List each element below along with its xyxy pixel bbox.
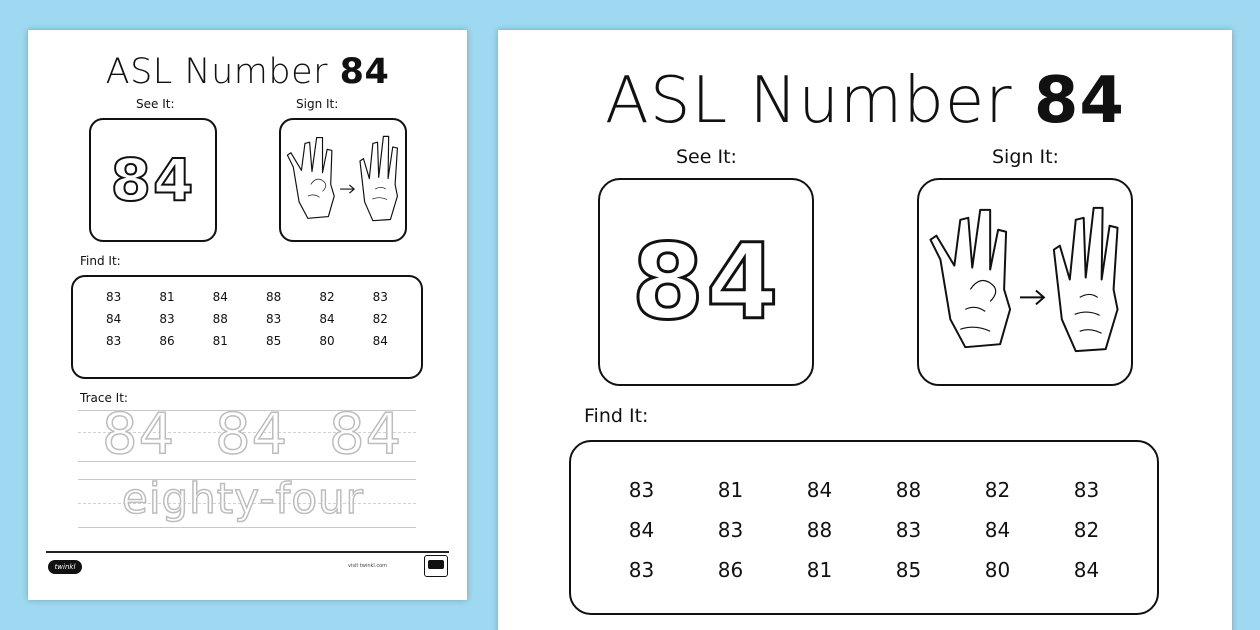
- find-cell[interactable]: 80: [984, 558, 1011, 582]
- find-cell[interactable]: 83: [106, 290, 122, 304]
- see-it-box: [89, 118, 217, 242]
- arrow-right-icon: [340, 185, 354, 193]
- find-cell[interactable]: 86: [159, 334, 175, 348]
- hand-8-icon: [287, 138, 334, 219]
- find-cell[interactable]: 88: [806, 518, 833, 542]
- find-cell[interactable]: 81: [212, 334, 228, 348]
- find-cell[interactable]: 82: [1073, 518, 1100, 542]
- find-cell[interactable]: 85: [895, 558, 922, 582]
- see-it-label: See It:: [676, 146, 737, 168]
- find-it-grid: [87, 290, 407, 348]
- see-it-number: 84: [110, 146, 196, 214]
- trace-number: 84: [329, 402, 403, 467]
- footer-url: visit twinkl.com: [348, 563, 388, 569]
- trace-number: 84: [102, 402, 176, 467]
- hand-8-icon: [930, 210, 1010, 347]
- asl-84-hands-illustration: [919, 180, 1131, 384]
- sign-it-label: Sign It:: [296, 97, 339, 111]
- trace-word: eighty-four: [122, 474, 364, 523]
- find-cell[interactable]: 83: [372, 290, 388, 304]
- find-it-label: Find It:: [80, 254, 121, 268]
- find-cell[interactable]: 84: [984, 518, 1011, 542]
- find-cell[interactable]: 86: [717, 558, 744, 582]
- hand-4-icon: [360, 136, 397, 220]
- find-cell[interactable]: 84: [106, 312, 122, 326]
- footer-divider: [46, 551, 449, 553]
- find-cell[interactable]: 81: [717, 478, 744, 502]
- see-it-number: 84: [631, 221, 781, 343]
- find-cell[interactable]: 83: [106, 334, 122, 348]
- trace-area[interactable]: [78, 402, 416, 550]
- asl-84-hands-illustration: [281, 120, 405, 240]
- page-title: ASL Number 84: [105, 52, 390, 92]
- find-cell[interactable]: 83: [159, 312, 175, 326]
- find-it-box: [569, 440, 1159, 615]
- worksheet-zoomed: [498, 30, 1232, 630]
- find-cell[interactable]: 85: [266, 334, 282, 348]
- find-cell[interactable]: 84: [628, 518, 655, 542]
- sign-it-box: [917, 178, 1133, 386]
- find-cell[interactable]: 84: [319, 312, 335, 326]
- find-cell[interactable]: 82: [372, 312, 388, 326]
- find-cell[interactable]: 88: [895, 478, 922, 502]
- find-cell[interactable]: 83: [628, 558, 655, 582]
- arrow-right-icon: [1020, 290, 1044, 304]
- find-cell[interactable]: 88: [266, 290, 282, 304]
- find-cell[interactable]: 80: [319, 334, 335, 348]
- find-cell[interactable]: 84: [372, 334, 388, 348]
- page-title: ASL Number 84: [605, 64, 1125, 138]
- find-cell[interactable]: 88: [212, 312, 228, 326]
- find-cell[interactable]: 81: [159, 290, 175, 304]
- find-cell[interactable]: 83: [1073, 478, 1100, 502]
- worksheet-preview-small: [28, 30, 467, 600]
- see-it-label: See It:: [136, 97, 175, 111]
- find-cell[interactable]: 82: [984, 478, 1011, 502]
- writing-line: [78, 527, 416, 528]
- trace-number: 84: [215, 402, 289, 467]
- find-cell[interactable]: 81: [806, 558, 833, 582]
- find-cell[interactable]: 82: [319, 290, 335, 304]
- trace-it-label: Trace It:: [80, 391, 128, 405]
- find-cell[interactable]: 83: [628, 478, 655, 502]
- find-cell[interactable]: 84: [806, 478, 833, 502]
- see-it-box: [598, 178, 814, 386]
- find-cell[interactable]: 84: [212, 290, 228, 304]
- find-it-box: [71, 275, 423, 379]
- footer-badge-icon: [424, 555, 448, 577]
- twinkl-logo: twinkl: [48, 560, 82, 574]
- find-cell[interactable]: 83: [717, 518, 744, 542]
- find-it-label: Find It:: [584, 405, 649, 427]
- find-it-grid: [597, 478, 1131, 582]
- find-cell[interactable]: 83: [266, 312, 282, 326]
- sign-it-box: [279, 118, 407, 242]
- hand-4-icon: [1054, 208, 1118, 351]
- find-cell[interactable]: 83: [895, 518, 922, 542]
- find-cell[interactable]: 84: [1073, 558, 1100, 582]
- sign-it-label: Sign It:: [992, 146, 1059, 168]
